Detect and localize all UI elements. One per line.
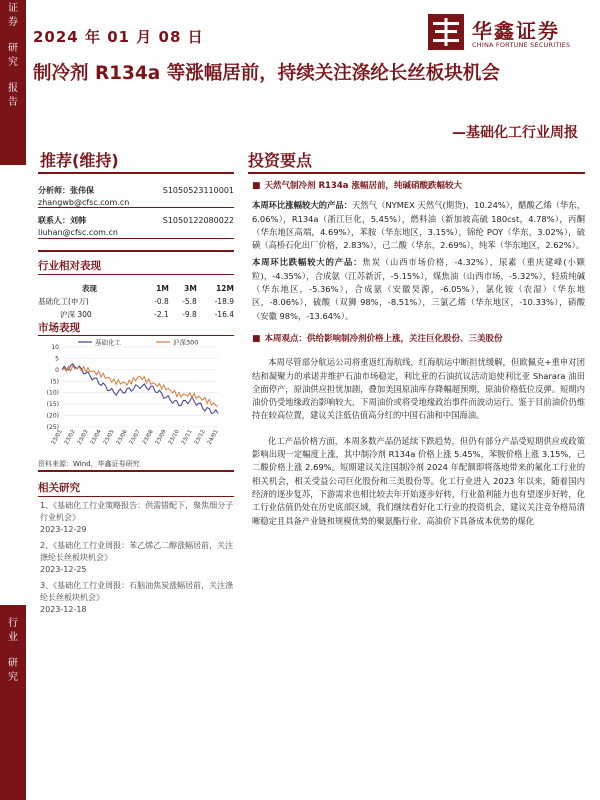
performance-title: 行业相对表现 [38,260,101,272]
y-tick-label: 5 [55,355,59,363]
contact-name: 刘韩 [70,216,86,225]
legend-label: 沪深300 [173,338,199,347]
y-tick-label: (5) [50,378,59,386]
logo-text-en: CHINA FORTUNE SECURITIES [472,41,571,49]
analyst-name: 张伟保 [70,186,94,195]
paragraph-text: 本周尽管部分航运公司将重返红海航线，红海航运中断担忧缓解，但欧佩克+重申对团结和凝聚力的承诺并维护石油市场稳定，利比亚的石油抗议活动迫使利比亚 Sharara 油田全面停产，原油供应担忧加剧，叠加美国原油库存降幅超预期，原油价格低位反弹。短期内油价仍受地缘政治影响较大，下周油价或将受地缘政治事件而波动运行。鉴于目前油价仍维持在较高位置，建议关注低估值高分红的中国石油和中国海油。 [252,357,585,421]
chart-legend [78,338,198,347]
y-tick-label: (15) [46,401,59,409]
chart-y-ticks [47,344,60,431]
bullet-heading-text: 天然气制冷剂 R134a 涨幅居前，纯碱硝酸跌幅较大 [264,181,462,191]
analyst-block [38,185,234,239]
bullet-heading [252,180,585,193]
analyst-divider [38,207,234,208]
related-item-date: 2023-12-25 [40,565,87,574]
logo-text-cn: 华鑫证券 [472,19,560,43]
bullet-heading [252,333,585,346]
analyst-label: 分析师： [38,186,70,195]
x-tick-label: 23/02 [63,429,77,446]
x-tick-label: 23/06 [115,429,129,446]
table-cell: -2.1 [154,310,169,319]
contact-code: S1050122080022 [162,216,234,225]
invest-divider [248,172,585,174]
related-item-title: 3、《基础化工行业周报：石脑油焦炭涨幅居前，关注涤纶长丝板块机会》 [40,581,234,602]
strip-char: 报 [8,83,18,94]
strip-char: 究 [8,672,18,683]
table-cell: -16.4 [214,310,234,319]
table-cell: -9.8 [182,310,197,319]
table-cell: -5.8 [182,297,197,306]
x-tick-label: 23/03 [76,429,90,446]
bullet-square-icon: ■ [252,181,261,191]
analyst-divider [38,238,234,239]
x-tick-label: 23/11 [180,429,194,446]
analyst-email: zhangwb@cfsc.com.cn [38,198,130,207]
strip-char: 究 [8,57,18,68]
strip-char: 研 [8,658,18,669]
table-cell: 沪深 300 [60,310,92,319]
x-tick-label: 23/12 [193,429,207,446]
report-date: 2024 年 01 月 08 日 [33,28,204,46]
related-item-title: 1、《基础化工行业策略报告：供需错配下，聚焦细分子行业机会》 [40,501,234,522]
y-tick-label: (20) [46,412,59,420]
paragraph-text: 天然气（NYMEX 天然气(期货)，10.24%），醋酸乙烯（华东，6.06%），R134a（浙江巨化，5.45%），燃料油（新加坡高硫 180cst，4.78%），丙酮（华东地区高端，4.69%），苯胺（华东地区，3.15%），锦纶 POY（华东，3.02%），硫磺（高桥石化出厂价格，2.83%），己二酸（华东，2.69%），纯苯（华东地区，2.62%）。 [252,200,585,251]
strip-char: 研 [8,43,18,54]
market-bottom-divider [38,470,234,472]
chart-source: 资料来源：Wind，华鑫证券研究 [38,460,140,468]
related-title: 相关研究 [38,482,80,494]
bullet-heading-text: 本周观点：供给影响制冷剂价格上涨，关注巨化股份、三美股份 [264,333,503,344]
x-tick-label: 23/10 [167,429,181,446]
strip-char: 行 [8,618,18,629]
x-tick-label: 23/08 [141,429,155,446]
chart-x-ticks [51,429,220,446]
invest-points-heading: 投资要点 [248,151,313,170]
strip-label-bottom [0,617,26,685]
paragraph [252,199,585,252]
report-title: 制冷剂 R134a 等涨幅居前，持续关注涤纶长丝板块机会 [33,63,500,84]
chart-grid [62,347,218,427]
market-title: 市场表现 [38,322,80,334]
contact-label: 联系人： [38,216,70,225]
table-cell: -18.9 [214,297,234,306]
bullet-square-icon: ■ [252,333,261,344]
x-tick-label: 24/01 [206,429,220,446]
x-tick-label: 23/05 [102,429,116,446]
table-cell: -0.8 [154,297,169,306]
company-logo [428,14,588,54]
analyst-row [38,185,234,197]
table-header-cell: 12M [216,284,234,293]
analyst-code: S1050523110001 [162,186,234,195]
table-header-cell: 表现 [81,284,97,293]
list-item[interactable] [40,500,234,536]
y-tick-label: 0 [55,366,59,374]
x-tick-label: 23/01 [50,429,64,446]
market-chart [38,335,234,460]
left-strip-top-band [0,0,26,165]
related-item-date: 2023-12-29 [40,525,87,534]
rating-heading: 推荐(维持) [40,151,119,170]
paragraph-text: 焦炭（山西市场价格，-4.32%），尿素（重庆建峰(小颗粒)，-4.35%），合成氨（江苏新沂，-5.15%），煤焦油（山西市场，-5.32%），轻质纯碱（华东地区，-5.36%），合成氨（安徽昊源，-6.05%），氯化铵（农湿）（华东地区，-8.06%），硫酸（双狮 98%，-8.51%），三氯乙烯（华东地区，-10.33%），硝酸（安徽 98%，-13.64%）。 [252,257,585,321]
paragraph [252,435,585,528]
legend-label: 基础化工 [95,338,121,347]
paragraph-text: 化工产品价格方面，本周多数产品仍延续下跌趋势，但仍有部分产品受短期供应或政策影响出现一定幅度上涨，其中制冷剂 R134a 价格上涨 5.45%，苯胺价格上涨 3.15%，己二酸价格上涨 2.69%。短期建议关注国制冷剂 2024 年配额即将落地带来的氟化工行业的相关机会，相关受益公司巨化股份和三美股份等。化工行业进入 2023 年以来，随着国内经济的逐步复苏，下游需求也相比较去年开始逐步好转，行业盈利能力也有望逐步好转，化工行业估值仍处在历史底部区域，我们继续看好化工行业的投资机会，建议关注竞争格局清晰稳定且具备产业链和规模优势的聚氨酯行业、高油价下具备成本优势的煤化 [252,435,585,526]
paragraph [252,256,585,322]
left-strip-bottom-band [0,605,26,800]
table-header-row [38,282,234,295]
related-divider [38,496,234,497]
report-subtitle: —基础化工行业周报 [452,125,578,141]
analyst-bottom-divider [38,250,234,252]
table-header-cell: 1M [156,284,169,293]
strip-char: 告 [8,97,18,108]
y-tick-label: (10) [46,389,59,397]
list-item[interactable] [40,540,234,576]
series-line [62,366,218,407]
performance-table [38,282,234,321]
related-list [40,500,234,620]
table-cell: 基础化工(申万) [38,297,89,306]
related-item-date: 2023-12-18 [40,605,87,614]
paragraph-lead: 本周环比跌幅较大的产品： [252,257,363,268]
paragraph-lead: 本周环比涨幅较大的产品： [252,200,353,211]
paragraph [252,356,585,422]
x-tick-label: 23/04 [89,429,103,446]
table-header-cell: 3M [184,284,197,293]
x-tick-label: 23/07 [128,429,142,446]
y-tick-label: 10 [51,344,59,351]
rating-divider [38,172,234,174]
strip-char: 业 [8,632,18,643]
left-strip [0,0,26,800]
x-tick-label: 23/09 [154,429,168,446]
invest-points-body [252,180,585,532]
strip-char: 券 [8,17,18,28]
strip-label-top [0,2,26,110]
performance-divider [38,274,234,275]
related-item-title: 2、《基础化工行业周报：苯乙烯乙二醇涨幅居前，关注涤纶长丝板块机会》 [40,541,234,562]
y-tick-label: (25) [46,424,59,431]
list-item[interactable] [40,580,234,616]
strip-char: 证 [8,3,18,14]
table-row [38,295,234,308]
logo-mark-icon [428,14,464,50]
contact-email: liuhan@cfsc.com.cn [38,228,118,237]
contact-row [38,215,234,227]
chart-series [62,364,218,414]
